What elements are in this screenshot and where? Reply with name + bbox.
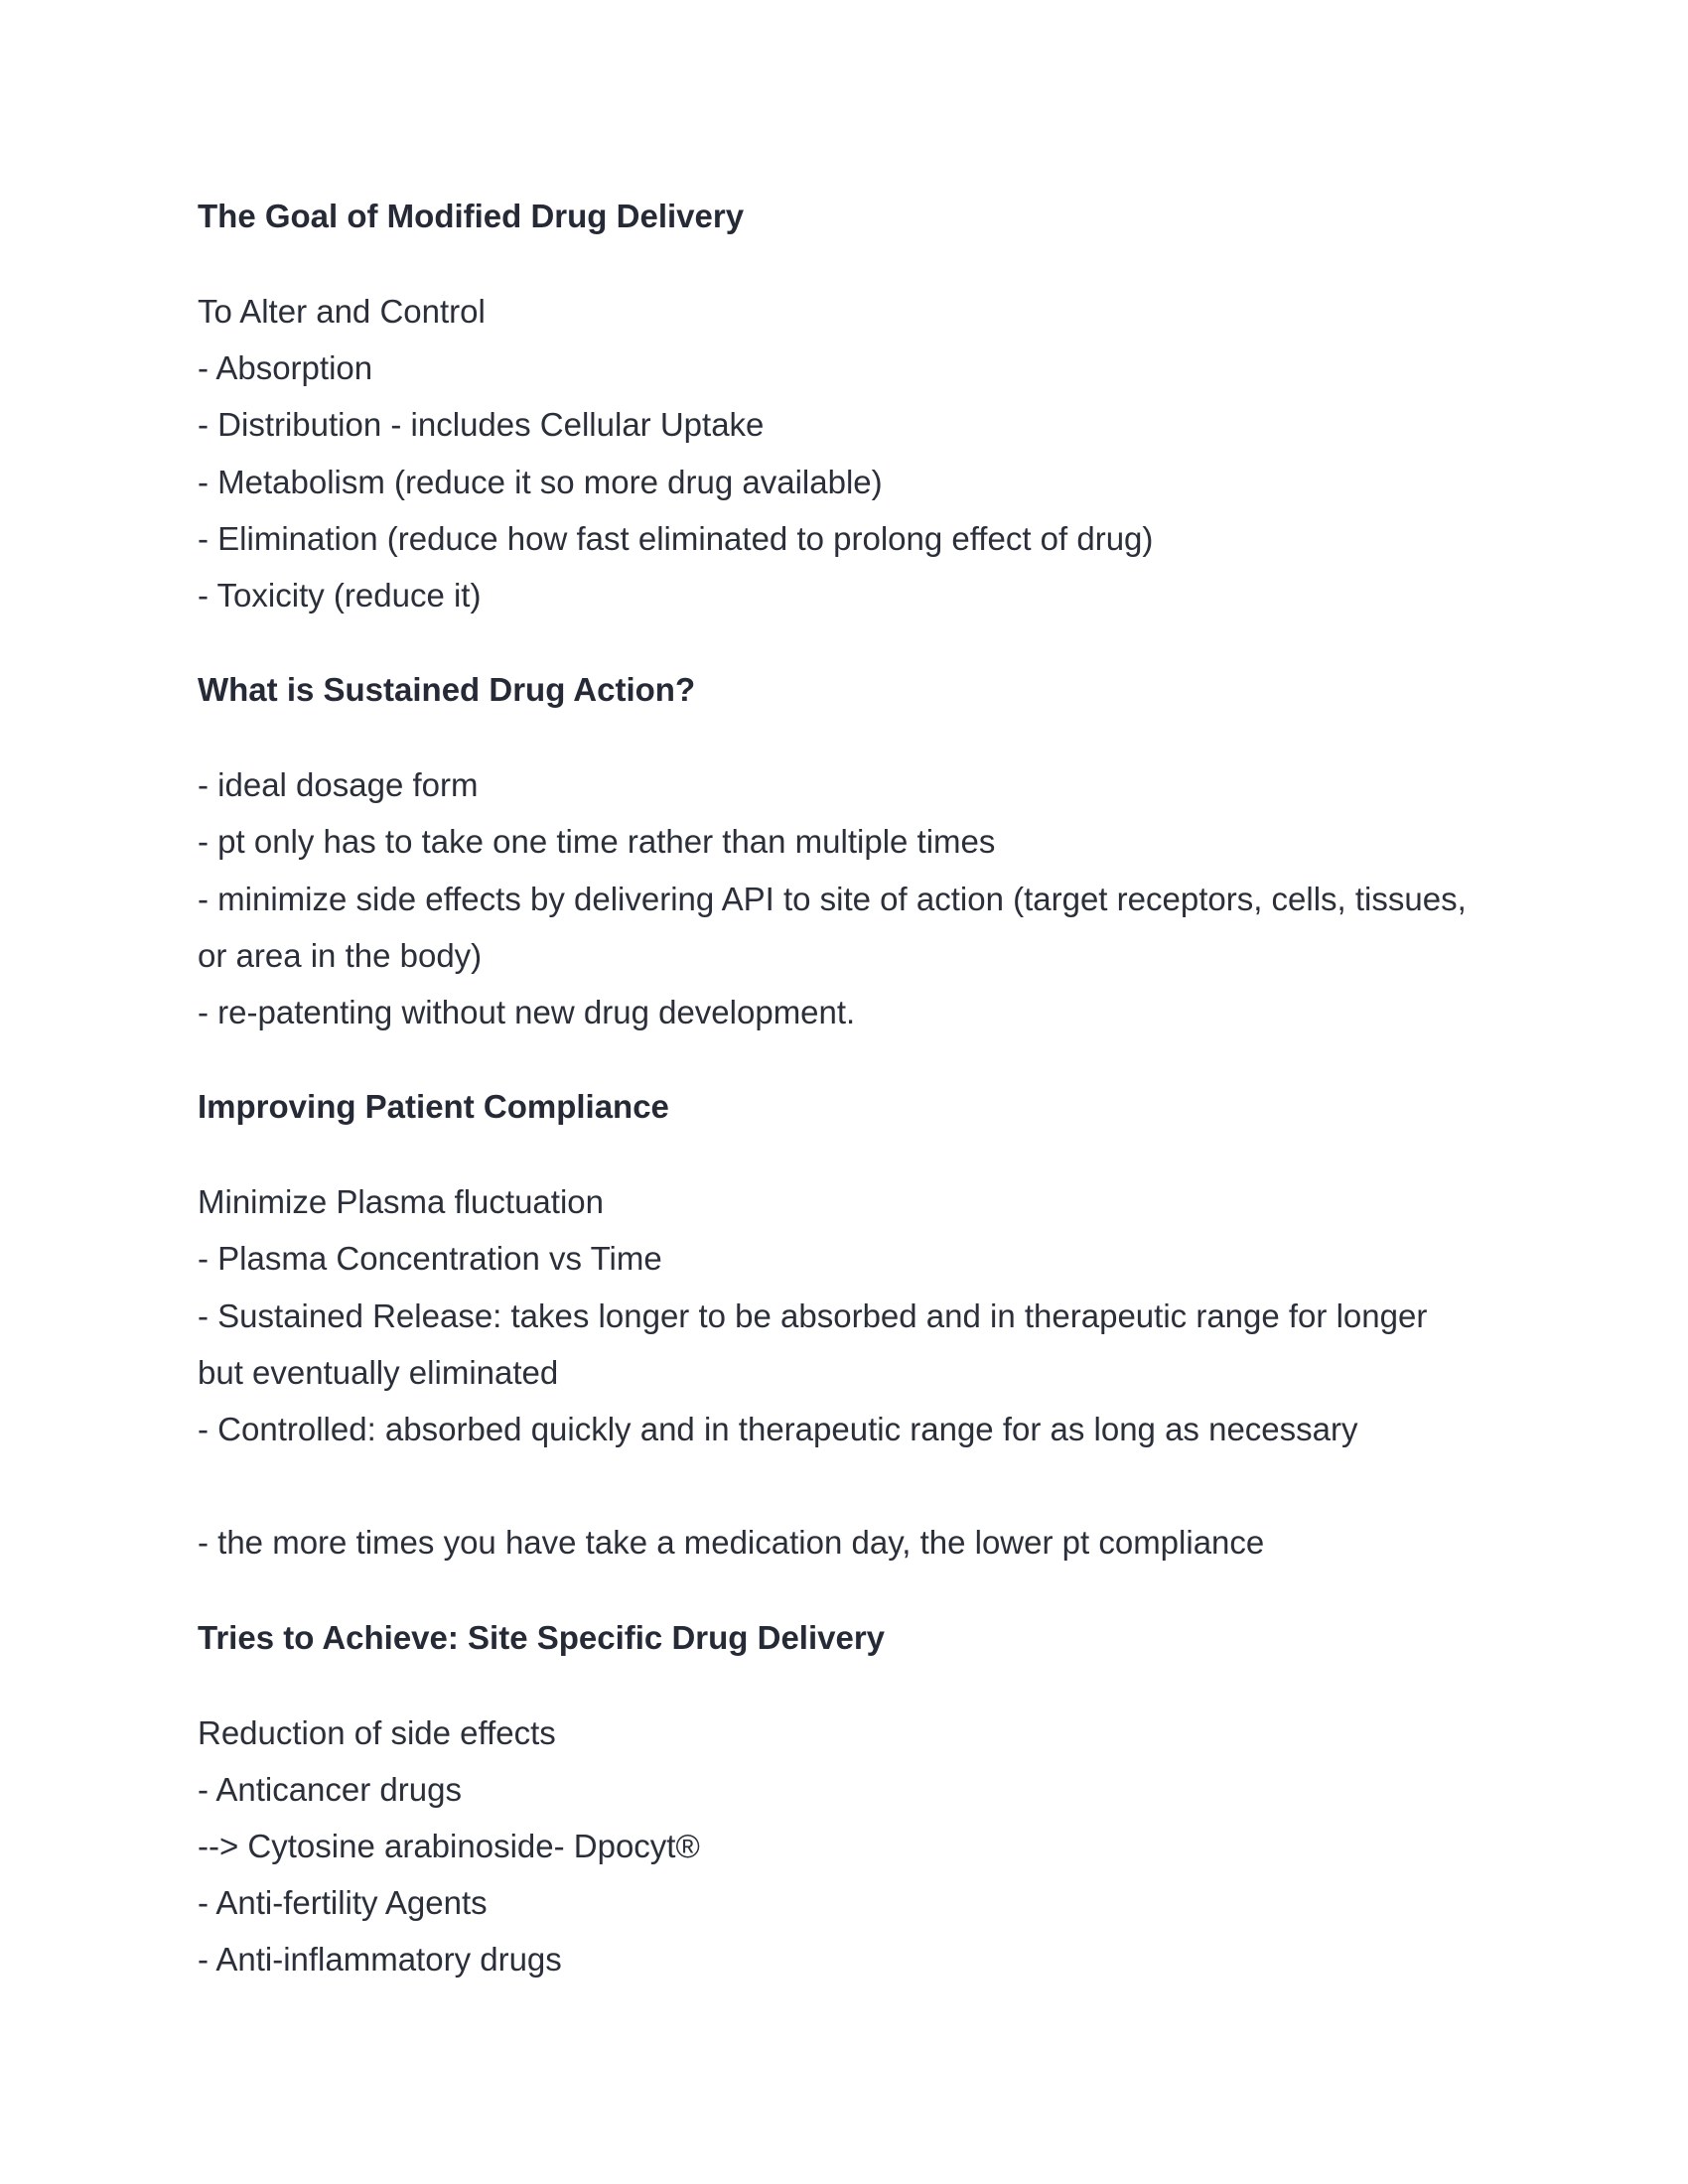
section-line: - Absorption — [198, 349, 373, 387]
section-heading: The Goal of Modified Drug Delivery — [198, 198, 745, 234]
section-heading: What is Sustained Drug Action? — [198, 671, 696, 709]
section-goal-of-modified-drug-delivery — [198, 194, 1498, 623]
section-body — [198, 239, 1498, 623]
section-line: Reduction of side effects — [198, 1713, 556, 1751]
section-improving-patient-compliance — [198, 1084, 1498, 1570]
section-line: but eventually eliminated — [198, 1353, 559, 1391]
section-sustained-drug-action — [198, 667, 1498, 1040]
section-line: or area in the body) — [198, 936, 483, 974]
section-line: - minimize side effects by delivering API to site of action (target receptors, cells, tissues, — [198, 880, 1467, 917]
section-line: - Anti-inflammatory drugs — [198, 1941, 562, 1979]
section-line: - Controlled: absorbed quickly and in therapeutic range for as long as necessary — [198, 1411, 1358, 1448]
section-line: - Anticancer drugs — [198, 1770, 462, 1808]
section-site-specific-drug-delivery — [198, 1615, 1498, 1988]
section-heading: Tries to Achieve: Site Specific Drug Delivery — [198, 1618, 886, 1656]
section-line: To Alter and Control — [198, 293, 486, 330]
section-body — [198, 713, 1498, 1040]
section-line: - Metabolism (reduce it so more drug available) — [198, 463, 883, 500]
section-line: Minimize Plasma fluctuation — [198, 1183, 604, 1221]
section-heading: Improving Patient Compliance — [198, 1088, 669, 1126]
section-line: - the more times you have take a medication day, the lower pt compliance — [198, 1524, 1265, 1562]
section-line: - Anti-fertility Agents — [198, 1884, 488, 1922]
section-line: - ideal dosage form — [198, 766, 479, 804]
section-line: - Distribution - includes Cellular Uptake — [198, 406, 765, 444]
section-line: - Sustained Release: takes longer to be absorbed and in therapeutic range for longer — [198, 1297, 1428, 1334]
section-body — [198, 1661, 1498, 1988]
section-line: - re-patenting without new drug development. — [198, 994, 856, 1031]
document-content — [198, 194, 1498, 1988]
blank-line — [198, 1457, 1498, 1514]
section-line: - Toxicity (reduce it) — [198, 577, 482, 614]
section-line: - Plasma Concentration vs Time — [198, 1240, 662, 1278]
section-line: - Elimination (reduce how fast eliminated to prolong effect of drug) — [198, 519, 1154, 557]
section-line: - pt only has to take one time rather than multiple times — [198, 823, 996, 861]
section-line: --> Cytosine arabinoside- Dpocyt® — [198, 1828, 700, 1865]
section-body — [198, 1130, 1498, 1570]
